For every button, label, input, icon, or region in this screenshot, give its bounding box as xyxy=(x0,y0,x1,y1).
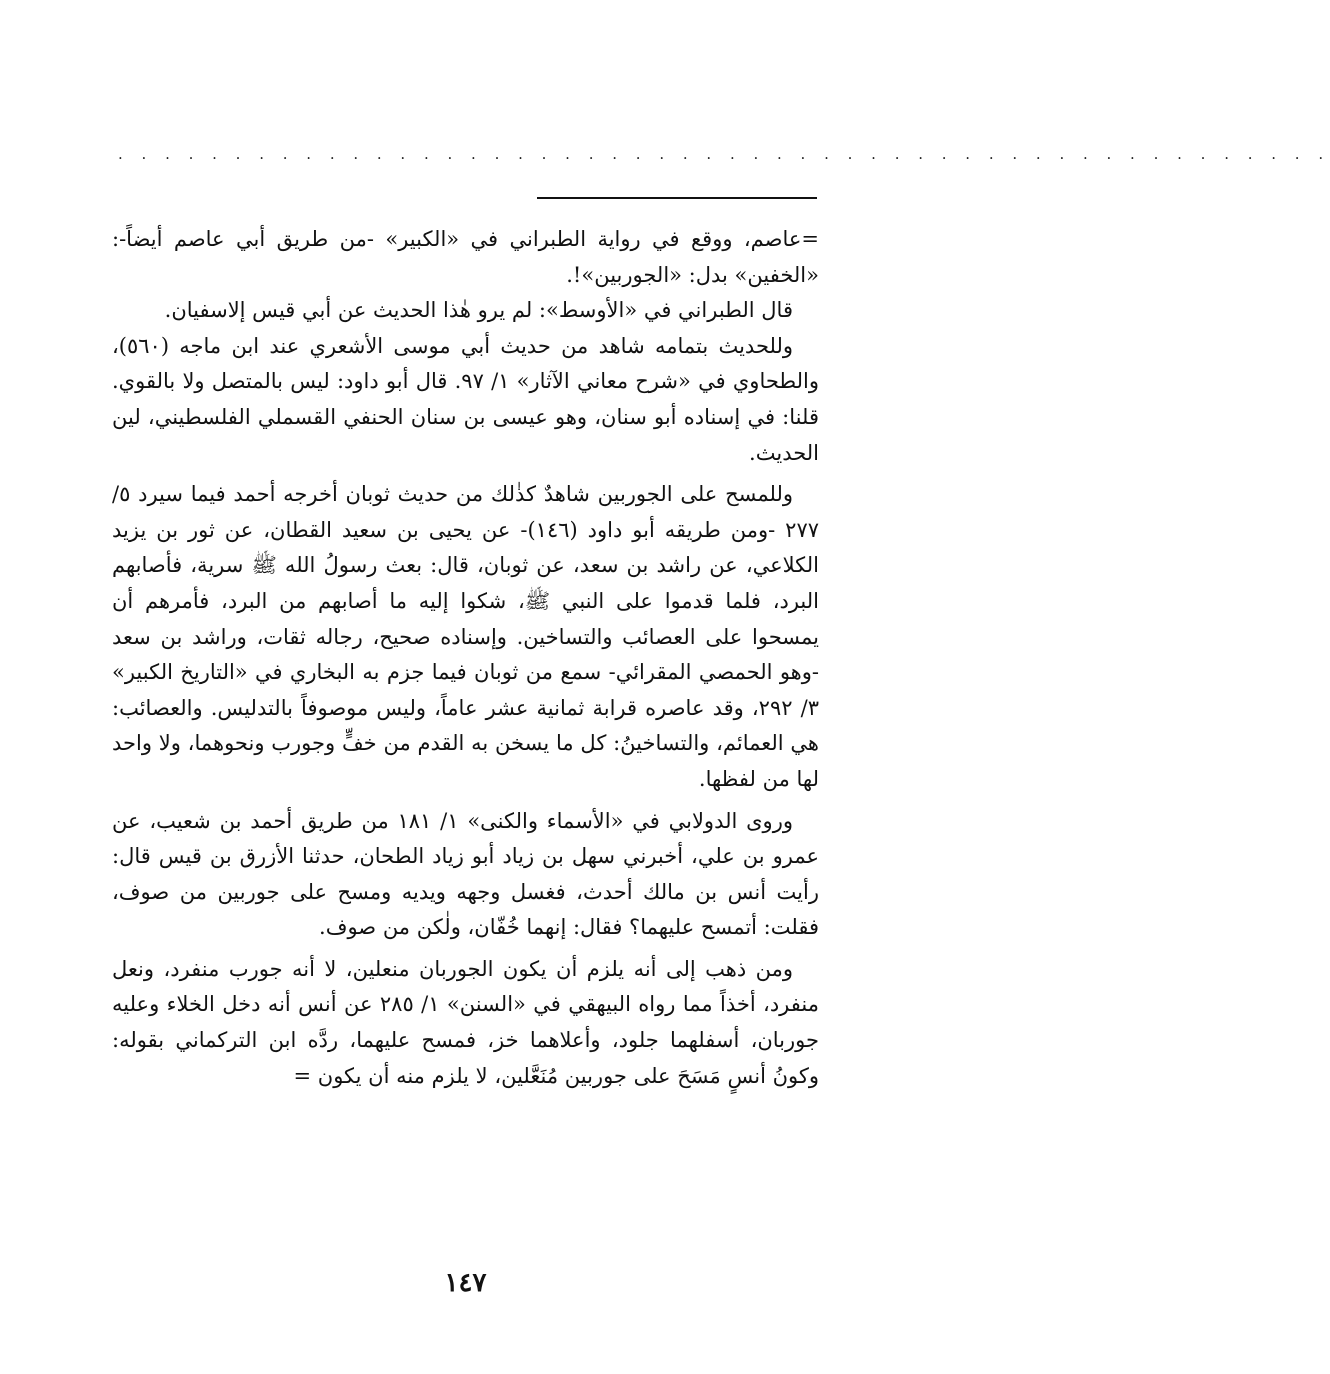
page-number: ١٤٧ xyxy=(444,1268,487,1298)
paragraph-dulabi-narration: وروى الدولابي في «الأسماء والكنى» ١/ ١٨١ من طريق أحمد بن شعيب، عن عمرو بن علي، أخبرني سهل بن زياد أبو زياد الطحان، حدثنا الأزرق بن قيس قال: رأيت أنس بن مالك أحدث، فغسل وجهه ويديه ومسح على جوربين من صوف، فقلت: أتمسح عليهما؟ فقال: إنهما خُفّان، ولٰكن من صوف. xyxy=(112,808,819,940)
paragraph-tabarani-awsat: قال الطبراني في «الأوسط»: لم يرو هٰذا الحديث عن أبي قيس إلاسفيان. xyxy=(164,298,793,323)
footnote-text xyxy=(112,222,819,1094)
paragraph-munaal-opinion: ومن ذهب إلى أنه يلزم أن يكون الجوربان منعلين، لا أنه جورب منفرد، ونعل منفرد، أخذاً مما رواه البيهقي في «السنن» ١/ ٢٨٥ عن أنس أنه دخل الخلاء وعليه جوربان، أسفلهما جلود، وأعلاهما خز، فمسح عليهما، ردَّه ابن التركماني بقوله: وكونُ أنسٍ مَسَحَ على جوربين مُنَعَّلين، لا يلزم منه أن يكون = xyxy=(112,956,819,1088)
paragraph-thawban-witness: وللمسح على الجوربين شاهدٌ كذٰلك من حديث ثوبان أخرجه أحمد فيما سيرد ٥/ ٢٧٧ -ومن طريقه أبو داود (١٤٦)- عن يحيى بن سعيد القطان، عن ثور بن يزيد الكلاعي، عن راشد بن سعد، عن ثوبان، قال: بعث رسولُ الله ﷺ سرية، فأصابهم البرد، فلما قدموا على النبي ﷺ، شكوا إليه ما أصابهم من البرد، فأمرهم أن يمسحوا على العصائب والتساخين. وإسناده صحيح، رجاله ثقات، وراشد بن سعد -وهو الحمصي المقرائي- سمع من ثوبان فيما جزم به البخاري في «التاريخ الكبير» ٣/ ٢٩٢، وقد عاصره قرابة ثمانية عشر عاماً، وليس موصوفاً بالتدليس. والعصائب: هي العمائم، والتساخينُ: كل ما يسخن به القدم من خفٍّ وجورب ونحوهما، ولا واحد لها من لفظها. xyxy=(112,482,820,791)
paragraph-abu-musa-witness: وللحديث بتمامه شاهد من حديث أبي موسى الأشعري عند ابن ماجه (٥٦٠)، والطحاوي في «شرح معاني الآثار» ١/ ٩٧. قال أبو داود: ليس بالمتصل ولا بالقوي. قلنا: في إسناده أبو سنان، وهو عيسى بن سنان الحنفي القسملي الفلسطيني، لين الحديث. xyxy=(112,333,819,465)
dotted-separator: . . . . . . . . . . . . . . . . . . . . . . . . . . . . . . . . . . . . . . . . . . . . . . . . . . . . xyxy=(118,145,1330,163)
footnote-rule xyxy=(537,197,817,199)
paragraph-continuation: =عاصم، ووقع في رواية الطبراني في «الكبير» -من طريق أبي عاصم أيضاً-: «الخفين» بدل: «الجوربين»!. xyxy=(112,227,819,287)
